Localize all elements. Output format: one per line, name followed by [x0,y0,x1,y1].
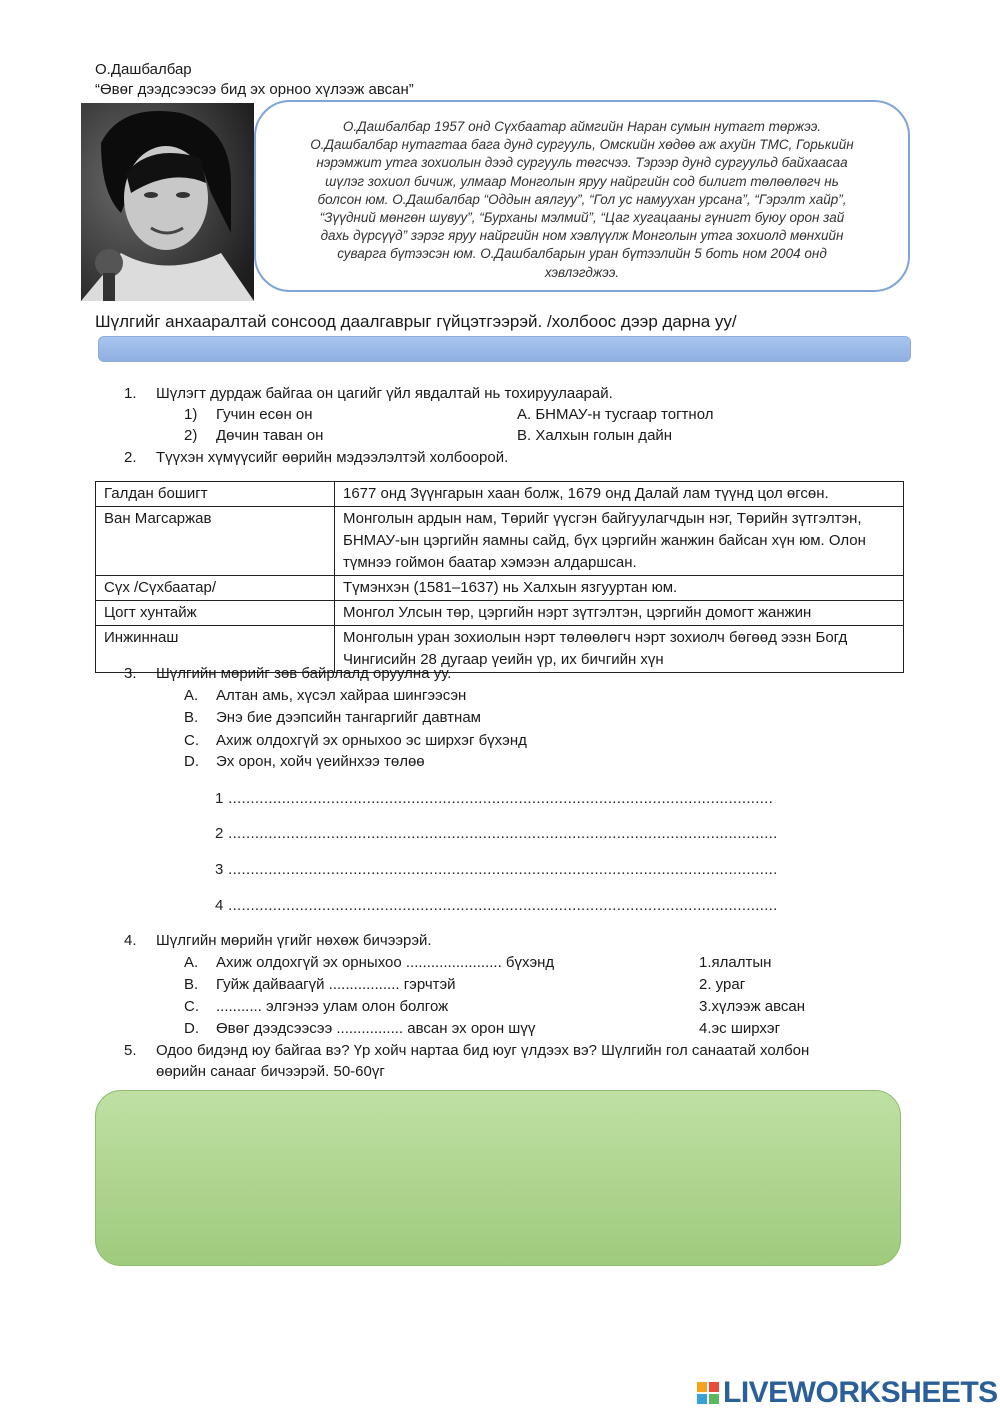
matching-table [95,481,904,673]
q4-item-letter: C. [184,998,199,1015]
q3-option-letter: A. [184,687,199,704]
q3-answer-blank[interactable]: 3 ........................................................................................................................... [215,861,778,878]
audio-link-bar[interactable] [98,336,911,362]
q3-option: Алтан амь, хүсэл хайраа шингээсэн [216,687,467,704]
q3-option-letter: D. [184,753,199,770]
poem-title: “Өвөг дээдсээсээ бид эх орноо хүлээж авсан” [95,81,414,98]
bio-text [276,118,888,282]
person-name[interactable]: Инжиннаш [96,626,335,673]
q1-text: Шүлэгт дурдаж байгаа он цагийг үйл явдалтай нь тохируулаарай. [156,385,613,402]
instruction-text: Шүлгийг анхааралтай сонсоод даалгаврыг гүйцэтгээрэй. /холбоос дээр дарна уу/ [95,312,737,331]
table-row [96,576,904,601]
q5-text-line2: өөрийн санааг бичээрэй. 50-60үг [156,1063,385,1080]
q4-item-blank[interactable]: Өвөг дээдсээсээ ................ авсан эх орон шүү [216,1020,536,1037]
person-info[interactable]: Түмэнхэн (1581–1637) нь Халхын язгууртан юм. [335,576,904,601]
q1-right-item[interactable]: B. Халхын голын дайн [517,427,673,444]
q3-option: Эх орон, хойч үеийнхээ төлөө [216,753,425,770]
bio-line: хэвлэгджээ. [544,264,620,280]
person-name[interactable]: Цогт хунтайж [96,601,335,626]
person-info[interactable]: Монгол Улсын төр, цэргийн нэрт зүтгэлтэн, цэргийн домогт жанжин [335,601,904,626]
q4-word-option[interactable]: 1.ялалтын [699,954,772,971]
table-row [96,482,904,507]
q3-answer-blank[interactable]: 1 .......................................................................................................................... [215,790,774,807]
author-photo [81,103,254,301]
q4-word-option[interactable]: 4.эс ширхэг [699,1020,781,1037]
q3-text: Шүлгийн мөрийг зөв байрлалд оруулна уу. [156,665,452,682]
person-name[interactable]: Галдан бошигт [96,482,335,507]
q2-text: Түүхэн хүмүүсийг өөрийн мэдээлэлтэй холбоорой. [156,449,509,466]
q3-option: Ахиж олдохгүй эх орныхоо эс ширхэг бүхэнд [216,732,527,749]
q4-item-blank[interactable]: Ахиж олдохгүй эх орныхоо ....................... бүхэнд [216,954,555,971]
table-row [96,507,904,576]
bio-line: “Зүүдний мөнгөн шувуу”, “Бурханы мэлмий”, “Цаг хугацааны гүнигт буюу орон зай [319,210,845,226]
q2-number: 2. [124,449,137,466]
liveworksheets-text: LIVEWORKSHEETS [723,1376,998,1409]
bio-line: О.Дашбалбар 1957 онд Сүхбаатар аймгийн Наран сумын нутагт төржээ. [342,119,822,134]
q3-answer-blank[interactable]: 4 ........................................................................................................................... [215,897,778,914]
q5-text-line1: Одоо бидэнд юу байгаа вэ? Үр хойч нартаа бид юуг үлдээх вэ? Шүлгийн гол санаатай холбон [156,1042,810,1059]
q3-answer-blank[interactable]: 2 ........................................................................................................................... [215,825,778,842]
q4-text: Шүлгийн мөрийн үгийг нөхөж бичээрэй. [156,932,432,949]
q1-left-item[interactable]: Гучин есөн он [216,406,313,423]
liveworksheets-icon [697,1382,719,1404]
person-info[interactable]: Монголын уран зохиолын нэрт төлөөлөгч нэрт зохиолч бөгөөд ээзн Богд Чингисийн 28 дугаар үеийн үр, их бичгийн хүн [335,626,904,673]
q4-item-letter: A. [184,954,199,971]
person-info[interactable]: 1677 онд Зүүнгарын хаан болж, 1679 онд Далай лам түүнд цол өгсөн. [335,482,904,507]
q4-item-blank[interactable]: Гуйж дайваагүй ................. гэрчтэй [216,976,456,993]
q4-word-option[interactable]: 3.хүлээж авсан [699,998,806,1015]
bio-line: дахь дүрсүүд” зэрэг яруу найргийн ном хэвлүүлж Монголын утга зохиолд мөнхийн [320,228,844,244]
person-name[interactable]: Сүх /Сүхбаатар/ [96,576,335,601]
q3-option-letter: C. [184,732,199,749]
table-row [96,601,904,626]
essay-answer-box[interactable] [95,1090,901,1266]
person-info[interactable]: Монголын ардын нам, Төрийг үүсгэн байгуулагчдын нэг, Төрийн зүтгэлтэн, БНМАУ-ын цэргийн яамны сайд, бүх цэргийн жанжин байсан хүн юм. Олон түмнээ гоймон баатар хэмээн алдаршсан. [335,507,904,576]
bio-line: О.Дашбалбар нутагтаа бага дунд сургууль, Омскийн хөдөө аж ахуйн ТМС, Горькийн [310,137,854,153]
q4-word-option[interactable]: 2. ураг [699,976,746,993]
q1-number: 1. [124,385,137,402]
q1-right-item[interactable]: A. БНМАУ-н тусгаар тогтнол [517,406,714,423]
q4-item-letter: B. [184,976,199,993]
q3-option: Энэ бие дээпсийн тангаргийг давтнам [216,709,481,726]
q4-item-letter: D. [184,1020,199,1037]
q1-left-item[interactable]: Дөчин таван он [216,427,324,444]
author-name: О.Дашбалбар [95,61,192,78]
q3-number: 3. [124,665,137,682]
person-name[interactable]: Ван Магсаржав [96,507,335,576]
q3-option-letter: B. [184,709,199,726]
q4-item-blank[interactable]: ........... элгэнээ улам олон болгож [216,998,449,1015]
q4-number: 4. [124,932,137,949]
bio-box [254,100,910,292]
q5-number: 5. [124,1042,137,1059]
bio-line: шүлэг зохиол бичиж, улмаар Монголын яруу найргийн сод билигт төлөөлөгч нь [325,173,839,189]
q1-left-num: 2) [184,427,198,444]
bio-line: суварга бүтээсэн юм. О.Дашбалбарын уран бүтээлийн 5 боть ном 2004 онд [337,246,827,262]
bio-line: нэрэмжит утга зохиолын дээд сургууль төгсчээ. Тэрээр дунд сургуульд байхаасаа [316,155,848,171]
bio-line: болсон юм. О.Дашбалбар “Оддын аялгуу”, “Гол ус намуухан урсана”, “Гэрэлт хайр”, [317,191,847,207]
q1-left-num: 1) [184,406,198,423]
